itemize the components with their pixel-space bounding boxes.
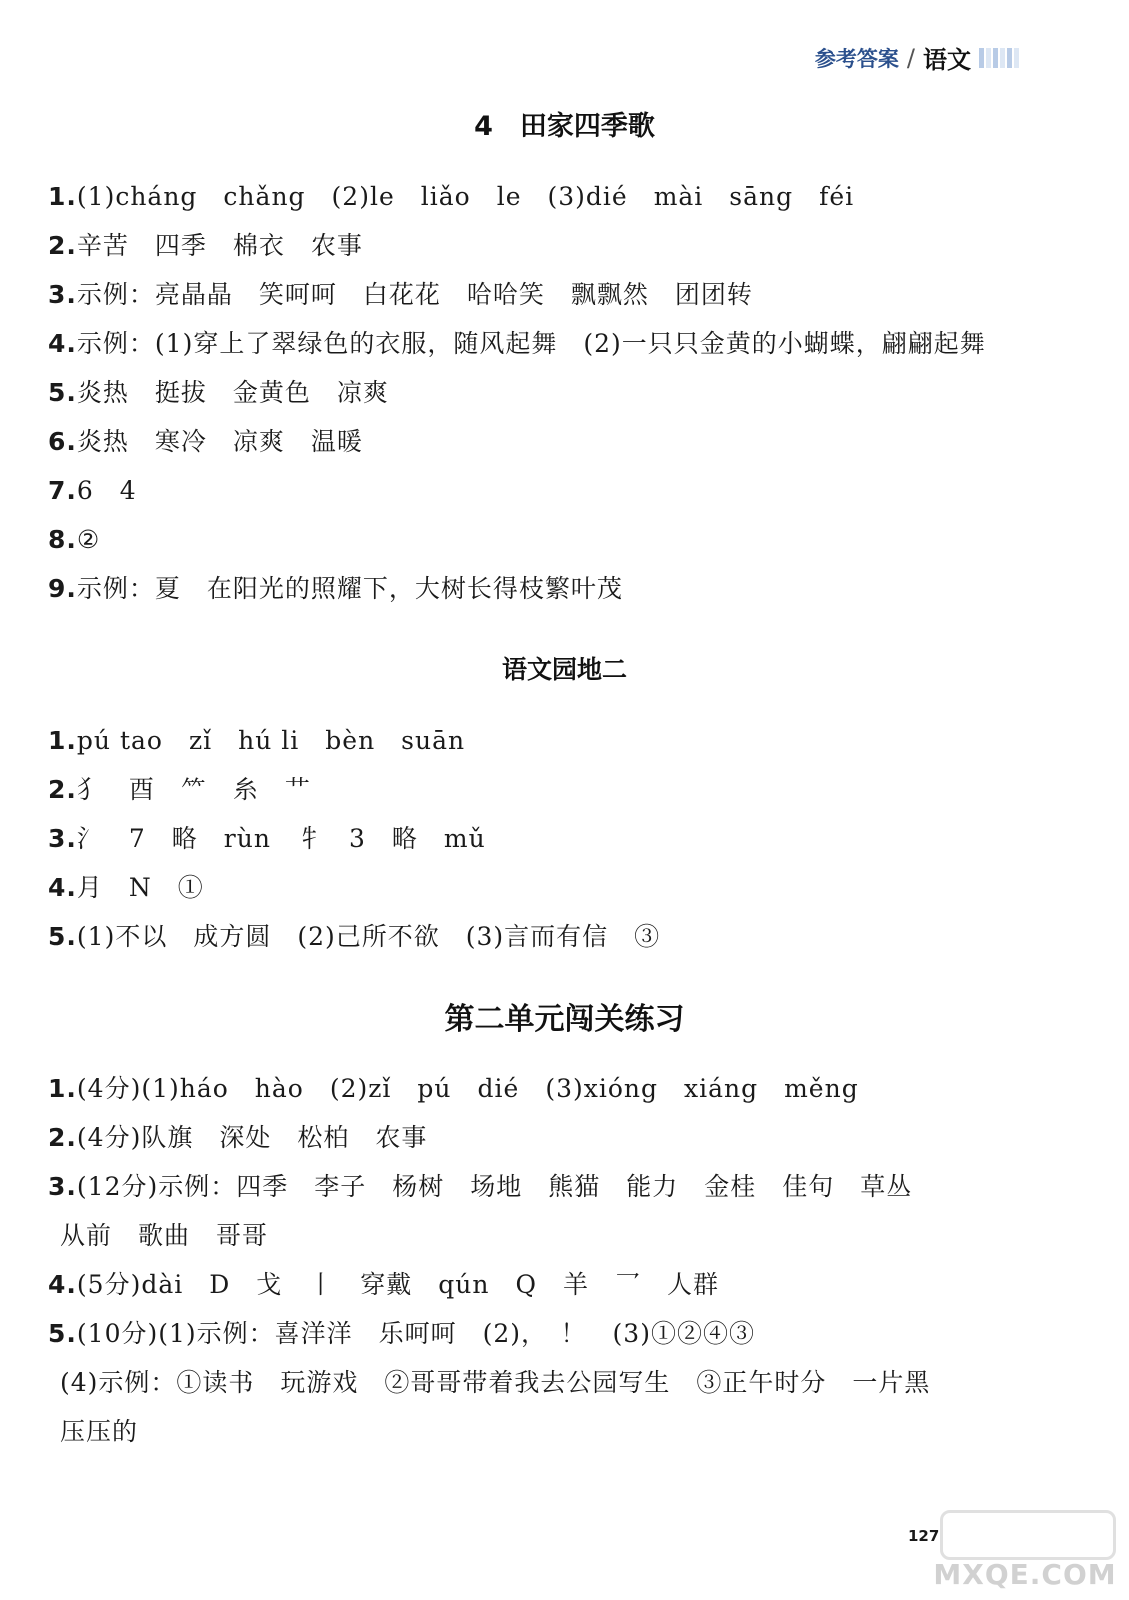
page-header: [815, 40, 1019, 75]
answer-number: 1.: [48, 182, 77, 211]
answer-line: [48, 319, 1048, 368]
page-number: 127: [908, 1527, 940, 1545]
answer-text: (12分)示例：四季 李子 杨树 场地 熊猫 能力 金桂 佳句 草丛: [76, 1172, 913, 1201]
answer-text: 炎热 挺拔 金黄色 凉爽: [76, 378, 389, 407]
answer-number: 3.: [48, 1172, 77, 1201]
answer-text: 压压的: [60, 1417, 139, 1446]
answer-text: (10分)(1)示例：喜洋洋 乐呵呵 (2)， ！ (3)①②④③: [76, 1319, 755, 1348]
answer-text: (1)不以 成方圆 (2)己所不欲 (3)言而有信 ③: [76, 922, 661, 951]
answer-text: 示例：(1)穿上了翠绿色的衣服，随风起舞 (2)一只只金黄的小蝴蝶，翩翩起舞: [76, 329, 986, 358]
answer-number: 5.: [48, 378, 77, 407]
answer-line: [48, 515, 1048, 564]
answer-line: [48, 863, 1048, 912]
answer-text: 月 N ①: [76, 873, 204, 902]
answer-line: [48, 1113, 1048, 1162]
answer-number: 2.: [48, 1123, 77, 1152]
section-tianjia-answers: [48, 172, 1048, 613]
answer-line: [48, 1260, 1048, 1309]
answer-number: 2.: [48, 775, 77, 804]
answer-number: 2.: [48, 231, 77, 260]
answer-number: 4.: [48, 873, 77, 902]
answer-text: 6 4: [76, 476, 137, 505]
answer-line: [48, 1309, 1048, 1358]
section-title-tianjia: 4 田家四季歌: [474, 111, 655, 142]
answer-line: [48, 270, 1048, 319]
answer-text: 示例：亮晶晶 笑呵呵 白花花 哈哈笑 飘飘然 团团转: [76, 280, 753, 309]
answer-line: [48, 368, 1048, 417]
answer-number: 3.: [48, 824, 77, 853]
answer-number: 8.: [48, 525, 77, 554]
answer-text: 辛苦 四季 棉衣 农事: [76, 231, 363, 260]
header-decoration-icon: [979, 48, 1019, 68]
answer-number: 6.: [48, 427, 77, 456]
answer-number: 5.: [48, 922, 77, 951]
answer-text: 犭 酉 ⺮ 糸 艹: [76, 775, 311, 804]
answer-line: [48, 417, 1048, 466]
answer-number: 7.: [48, 476, 77, 505]
header-separator: /: [906, 43, 915, 72]
answer-number: 3.: [48, 280, 77, 309]
answer-number: 4.: [48, 329, 77, 358]
answer-number: 1.: [48, 1074, 77, 1103]
answer-number: 1.: [48, 726, 77, 755]
answer-line: [48, 814, 1048, 863]
answer-line: [48, 221, 1048, 270]
header-reference-label: 参考答案: [814, 46, 899, 71]
answer-line-continuation: [48, 1358, 1048, 1407]
answer-text: ②: [76, 525, 101, 554]
answer-line: [48, 564, 1048, 613]
answer-number: 5.: [48, 1319, 77, 1348]
answer-line: [48, 912, 1048, 961]
answer-number: 4.: [48, 1270, 77, 1299]
answer-text: 氵 7 略 rùn 牜 3 略 mǔ: [76, 824, 486, 853]
answer-text: 从前 歌曲 哥哥: [60, 1221, 269, 1250]
section-title-unit-test: 第二单元闯关练习: [444, 1002, 685, 1037]
answer-line: [48, 716, 1048, 765]
answer-line-continuation: [48, 1211, 1048, 1260]
answer-text: (4分)队旗 深处 松柏 农事: [76, 1123, 428, 1152]
answer-text: (1)cháng chǎng (2)le liǎo le (3)dié mài sāng féi: [76, 182, 855, 211]
answer-line: [48, 1162, 1048, 1211]
answer-text: (5分)dài D 戈 丨 穿戴 qún Q 羊 乛 人群: [76, 1270, 719, 1299]
watermark-logo-icon: [940, 1510, 1116, 1560]
answer-text: (4分)(1)háo hào (2)zǐ pú dié (3)xióng xiáng měng: [76, 1074, 859, 1103]
section-title-yuwen-yuandi: 语文园地二: [501, 655, 627, 684]
answer-line: [48, 765, 1048, 814]
section-yuandi-answers: [48, 716, 1048, 961]
answer-line: [48, 466, 1048, 515]
section-unit-test-answers: [48, 1064, 1048, 1456]
answer-line: [48, 1064, 1048, 1113]
watermark-text: MXQE.COM: [933, 1558, 1117, 1591]
answer-line: [48, 172, 1048, 221]
answer-text: (4)示例：①读书 玩游戏 ②哥哥带着我去公园写生 ③正午时分 一片黑: [60, 1368, 931, 1397]
header-subject-label: 语文: [923, 46, 971, 74]
answer-text: 示例：夏 在阳光的照耀下，大树长得枝繁叶茂: [76, 574, 623, 603]
watermark: [930, 1500, 1120, 1595]
answer-text: pú tao zǐ hú li bèn suān: [76, 726, 466, 755]
answer-text: 炎热 寒冷 凉爽 温暖: [76, 427, 363, 456]
answer-number: 9.: [48, 574, 77, 603]
answer-line-continuation: [48, 1407, 1048, 1456]
